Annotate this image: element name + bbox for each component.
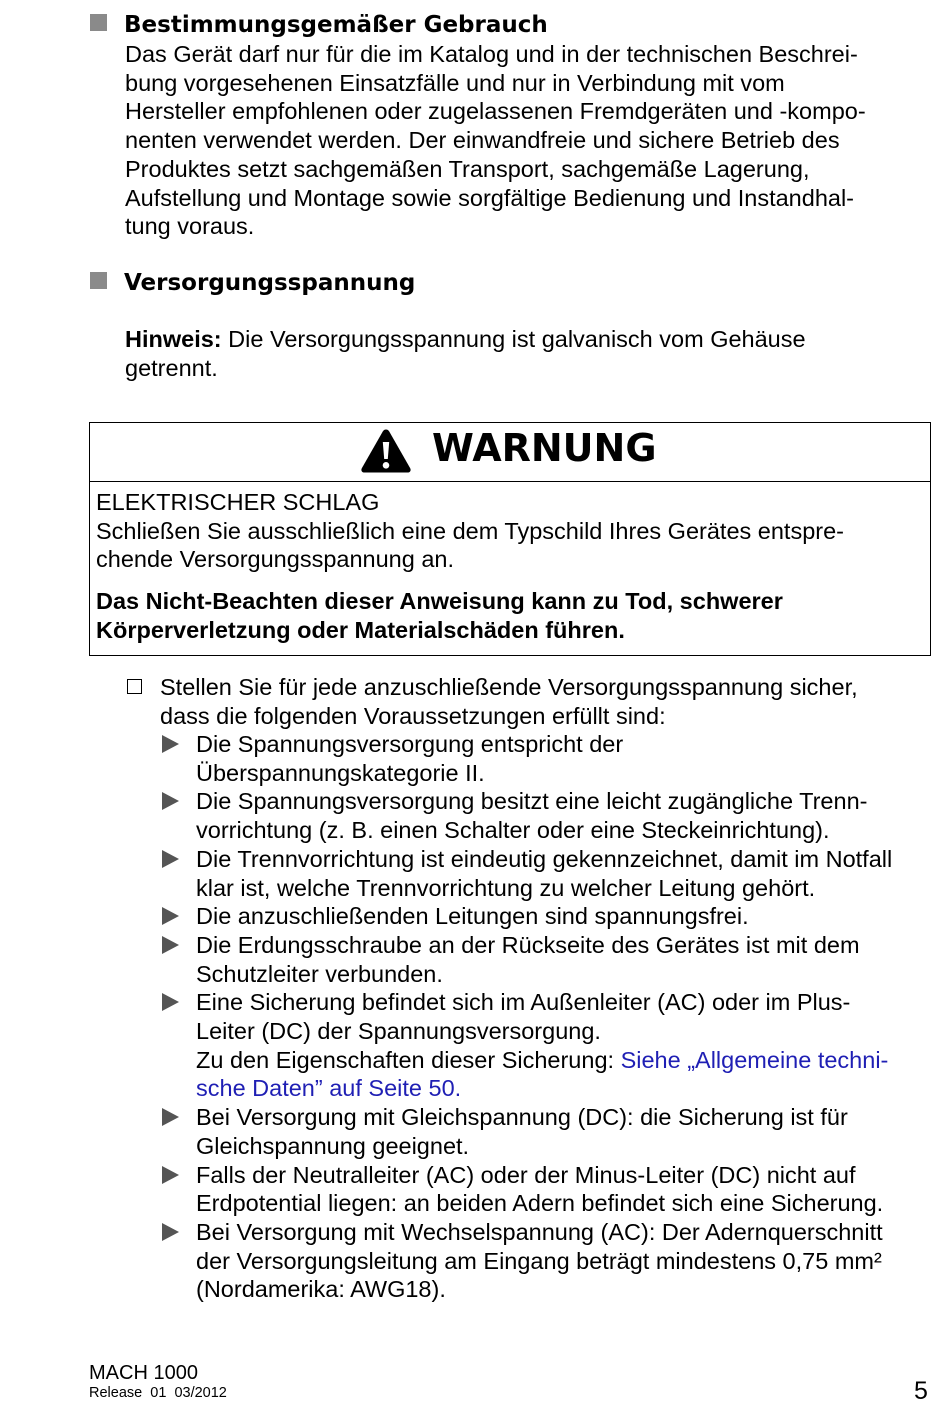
list-item: Eine Sicherung befindet sich im Außenleiter (AC) oder im Plus- Leiter (DC) der Spannungsversorgung. Zu den Eigenschaften dieser Sicherung: Siehe „Allgemeine techni- sche Daten” auf Seite 50. [162,988,942,1103]
triangle-bullet-icon [162,907,179,925]
warning-triangle-icon [360,428,412,474]
list-item: Die Spannungsversorgung entspricht der Überspannungskategorie II. [162,730,942,787]
section-title-intended-use: Bestimmungsgemäßer Gebrauch [90,11,548,39]
warning-consequence: Das Nicht-Beachten dieser Anweisung kann zu Tod, schwerer [96,588,783,615]
triangle-bullet-icon [162,1108,179,1126]
list-item: Bei Versorgung mit Wechselspannung (AC): Der Adernquerschnitt der Versorgungsleitung am Eingang beträgt mindestens 0,75 mm² (Nordamerika: AWG18). [162,1218,942,1304]
triangle-bullet-icon [162,1166,179,1184]
section-title-supply-voltage: Versorgungsspannung [90,269,415,297]
general-technical-data-link-cont[interactable]: sche Daten” auf Seite 50. [196,1075,462,1102]
checkbox-icon [127,679,142,694]
supply-voltage-hint: Hinweis: Die Versorgungsspannung ist galvanisch vom Gehäuse getrennt. [125,326,806,381]
square-bullet-icon [90,272,107,289]
list-item: Die Trennvorrichtung ist eindeutig gekennzeichnet, damit im Notfall klar ist, welche Trennvorrichtung zu welcher Leitung gehört. [162,845,942,902]
triangle-bullet-icon [162,936,179,954]
requirements-list [162,730,942,1304]
warning-body: ELEKTRISCHER SCHLAG Schließen Sie ausschließlich eine dem Typschild Ihres Gerätes entspre- chende Versorgungsspannung an. Das Nicht-Beachten dieser Anweisung kann zu Tod, schwerer Körperverletzung oder Materialschäden führen. [96,488,926,645]
page-number: 5 [914,1377,928,1405]
footer-product-name: MACH 1000 [89,1362,198,1384]
warning-heading: ELEKTRISCHER SCHLAG [96,489,380,515]
list-item: Falls der Neutralleiter (AC) oder der Minus-Leiter (DC) nicht auf Erdpotential liegen: an beiden Adern befindet sich eine Sicherung. [162,1161,942,1218]
general-technical-data-link[interactable]: Siehe „Allgemeine techni- [620,1046,889,1073]
warning-header [90,423,930,482]
warning-title: WARNUNG [432,426,657,470]
footer-release: Release 01 03/2012 [89,1385,227,1401]
list-item: Die anzuschließenden Leitungen sind spannungsfrei. [162,902,942,931]
triangle-bullet-icon [162,735,179,753]
warning-box [89,422,931,656]
square-bullet-icon [90,14,107,31]
list-item: Die Erdungsschraube an der Rückseite des Gerätes ist mit dem Schutzleiter verbunden. [162,931,942,988]
triangle-bullet-icon [162,792,179,810]
list-item: Bei Versorgung mit Gleichspannung (DC): die Sicherung ist für Gleichspannung geeignet. [162,1103,942,1160]
intended-use-paragraph: Das Gerät darf nur für die im Katalog und in der technischen Beschrei- bung vorgesehenen Einsatzfälle und nur in Verbindung mit vom Hersteller empfohlenen oder zugelassenen Fremdgeräten und -kompo- nenten verwendet werden. Der einwandfreie und sichere Betrieb des Produktes setzt sachgemäßen Transport, sachgemäße Lagerung, Aufstellung und Montage sowie sorgfältige Bedienung und Instandhal- tung voraus. [125,41,866,240]
triangle-bullet-icon [162,993,179,1011]
fuse-reference: Zu den Eigenschaften dieser Sicherung: Siehe „Allgemeine techni- [196,1046,889,1073]
triangle-bullet-icon [162,1223,179,1241]
list-item: Die Spannungsversorgung besitzt eine leicht zugängliche Trenn- vorrichtung (z. B. einen Schalter oder eine Steckeinrichtung). [162,787,942,844]
triangle-bullet-icon [162,850,179,868]
